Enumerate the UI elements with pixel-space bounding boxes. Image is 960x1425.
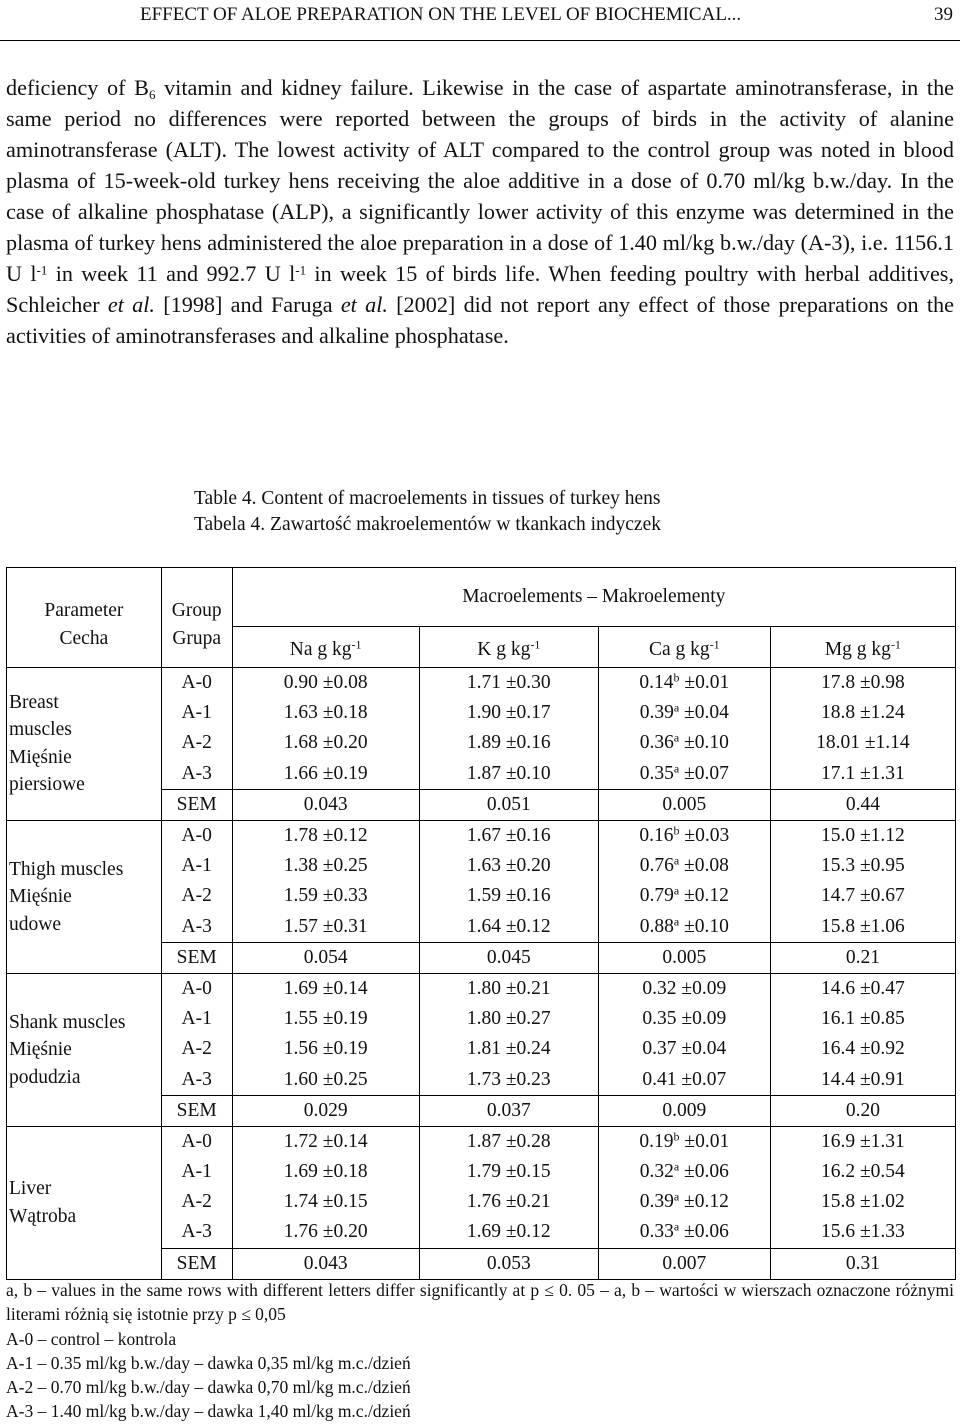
ca-mean: 0.32 xyxy=(639,1161,674,1183)
ca-mean: 0.35 xyxy=(639,762,674,784)
header-na xyxy=(232,627,419,668)
tissue-label xyxy=(7,1126,162,1279)
ca-value-cell xyxy=(598,820,770,851)
ca-sd: ±0.12 xyxy=(679,885,729,907)
sem-na-cell: 0.054 xyxy=(232,942,419,973)
paragraph-text xyxy=(6,72,954,351)
header-k xyxy=(419,627,598,668)
group-cell: A-1 xyxy=(161,1004,232,1034)
k-value-cell: 1.90 ±0.17 xyxy=(419,698,598,728)
superscript: -1 xyxy=(36,262,48,278)
k-value-cell: 1.87 ±0.28 xyxy=(419,1126,598,1157)
table-row xyxy=(7,668,956,699)
ca-sd: ±0.10 xyxy=(679,915,729,937)
group-cell: A-3 xyxy=(161,1217,232,1248)
group-cell: A-1 xyxy=(161,698,232,728)
sem-label: SEM xyxy=(161,942,232,973)
ca-mean: 0.39 xyxy=(639,1191,674,1213)
tissue-label-line: piersiowe xyxy=(9,774,85,796)
mg-value-cell: 14.4 ±0.91 xyxy=(770,1064,955,1095)
mg-value-cell: 17.1 ±1.31 xyxy=(770,759,955,790)
tissue-label-line: Wątroba xyxy=(9,1205,77,1227)
significance-letter: a xyxy=(673,1219,680,1234)
tissue-label-line: udowe xyxy=(9,913,61,935)
na-value-cell: 1.68 ±0.20 xyxy=(232,728,419,758)
ca-sd: ±0.07 xyxy=(679,762,729,784)
running-header xyxy=(0,0,960,41)
na-value-cell: 1.63 ±0.18 xyxy=(232,698,419,728)
mg-value-cell: 15.0 ±1.12 xyxy=(770,820,955,851)
ca-sd: ±0.04 xyxy=(676,1038,727,1060)
ca-sd: ±0.01 xyxy=(679,672,730,694)
significance-letter: a xyxy=(673,853,680,868)
ca-mean: 0.33 xyxy=(639,1221,674,1243)
ca-sd: ±0.03 xyxy=(679,825,730,847)
na-value-cell: 1.69 ±0.18 xyxy=(232,1157,419,1187)
ca-sd: ±0.09 xyxy=(676,977,727,999)
ca-value-cell xyxy=(598,1157,770,1187)
tissue-label-line: Mięśnie xyxy=(9,1039,72,1061)
na-value-cell: 1.72 ±0.14 xyxy=(232,1126,419,1157)
sem-k-cell: 0.045 xyxy=(419,942,598,973)
k-value-cell: 1.89 ±0.16 xyxy=(419,728,598,758)
ca-value-cell xyxy=(598,1004,770,1034)
tissue-label xyxy=(7,973,162,1126)
unit-superscript: -1 xyxy=(530,637,541,652)
text-run: in week 15 of birds life. When feeding poultry with herbal additives, Schleicher xyxy=(6,261,954,317)
ca-value-cell xyxy=(598,728,770,758)
ca-value-cell xyxy=(598,1187,770,1217)
na-value-cell: 1.69 ±0.14 xyxy=(232,973,419,1004)
group-cell: A-0 xyxy=(161,973,232,1004)
mg-value-cell: 18.01 ±1.14 xyxy=(770,728,955,758)
group-cell: A-0 xyxy=(161,1126,232,1157)
superscript: -1 xyxy=(295,262,307,278)
significance-letter: b xyxy=(673,823,680,838)
k-value-cell: 1.80 ±0.27 xyxy=(419,1004,598,1034)
body-paragraph xyxy=(6,72,954,351)
text-run: [2002] did not report any effect of those preparations on the activities of aminotransferases and alkaline phosphatase. xyxy=(6,292,954,348)
k-value-cell: 1.69 ±0.12 xyxy=(419,1217,598,1248)
group-cell: A-0 xyxy=(161,668,232,699)
text-run: in week 11 and 992.7 U l xyxy=(47,261,296,286)
sem-label: SEM xyxy=(161,1095,232,1126)
significance-letter: a xyxy=(673,883,680,898)
header-na-label: Na g kg xyxy=(289,639,352,660)
ca-sd: ±0.07 xyxy=(676,1068,727,1090)
table-header-row xyxy=(7,568,956,627)
ca-value-cell xyxy=(598,759,770,790)
running-header-title: EFFECT OF ALOE PREPARATION ON THE LEVEL OF BIOCHEMICAL... xyxy=(140,4,742,25)
sem-ca-cell: 0.009 xyxy=(598,1095,770,1126)
text-run: deficiency of B xyxy=(6,75,149,100)
na-value-cell: 1.76 ±0.20 xyxy=(232,1217,419,1248)
text-run: [1998] and Faruga xyxy=(154,292,341,317)
subscript: 6 xyxy=(148,86,156,102)
ca-value-cell xyxy=(598,851,770,881)
unit-superscript: -1 xyxy=(351,637,362,652)
header-parameter xyxy=(7,568,162,668)
mg-value-cell: 15.6 ±1.33 xyxy=(770,1217,955,1248)
ca-mean: 0.79 xyxy=(639,885,674,907)
na-value-cell: 1.78 ±0.12 xyxy=(232,820,419,851)
header-parameter-en: Parameter xyxy=(44,599,124,621)
ca-value-cell xyxy=(598,1217,770,1248)
mg-value-cell: 16.9 ±1.31 xyxy=(770,1126,955,1157)
group-cell: A-2 xyxy=(161,881,232,911)
tissue-label-line: Breast xyxy=(9,691,59,713)
ca-mean: 0.16 xyxy=(639,825,674,847)
tissue-label-line: Mięśnie xyxy=(9,746,72,768)
ca-sd: ±0.10 xyxy=(679,732,729,754)
header-parameter-pl: Cecha xyxy=(59,627,109,649)
italic-text: et al. xyxy=(340,292,388,317)
k-value-cell: 1.67 ±0.16 xyxy=(419,820,598,851)
sem-k-cell: 0.051 xyxy=(419,789,598,820)
mg-value-cell: 16.1 ±0.85 xyxy=(770,1004,955,1034)
tissue-label xyxy=(7,668,162,821)
significance-letter: a xyxy=(673,1159,680,1174)
unit-superscript: -1 xyxy=(890,637,901,652)
na-value-cell: 1.60 ±0.25 xyxy=(232,1064,419,1095)
k-value-cell: 1.76 ±0.21 xyxy=(419,1187,598,1217)
significance-letter: b xyxy=(673,1129,680,1144)
na-value-cell: 1.59 ±0.33 xyxy=(232,881,419,911)
group-cell: A-0 xyxy=(161,820,232,851)
tissue-label-line: muscles xyxy=(9,719,72,741)
table-caption-pl: Tabela 4. Zawartość makroelementów w tkankach indyczek xyxy=(194,514,661,535)
unit-superscript: -1 xyxy=(709,637,720,652)
header-ca xyxy=(598,627,770,668)
sem-mg-cell: 0.21 xyxy=(770,942,955,973)
page-number: 39 xyxy=(934,4,953,25)
footnote-a3: A-3 – 1.40 ml/kg b.w./day – dawka 1,40 ml/kg m.c./dzień xyxy=(6,1401,411,1422)
ca-mean: 0.88 xyxy=(639,915,674,937)
k-value-cell: 1.63 ±0.20 xyxy=(419,851,598,881)
sem-mg-cell: 0.44 xyxy=(770,789,955,820)
group-cell: A-3 xyxy=(161,912,232,943)
ca-value-cell xyxy=(598,1064,770,1095)
k-value-cell: 1.59 ±0.16 xyxy=(419,881,598,911)
significance-letter: b xyxy=(673,670,680,685)
k-value-cell: 1.79 ±0.15 xyxy=(419,1157,598,1187)
ca-mean: 0.39 xyxy=(639,702,674,724)
header-ca-label: Ca g kg xyxy=(648,639,710,660)
ca-mean: 0.76 xyxy=(639,855,674,877)
sem-k-cell: 0.037 xyxy=(419,1095,598,1126)
ca-sd: ±0.06 xyxy=(679,1161,729,1183)
k-value-cell: 1.87 ±0.10 xyxy=(419,759,598,790)
text-run: vitamin and kidney failure. Likewise in the case of aspartate aminotransferase, in the same period no differences were reported between the groups of birds in the activity of alanine aminotransferase (ALT). The lowest activity of ALT compared to the control group was noted in blood plasma of 15-week-old turkey hens receiving the aloe additive in a dose of 0.70 ml/kg b.w./day. In the case of alkaline phosphatase (ALP), a significantly lower activity of this enzyme was determined in the plasma of turkey hens administered the aloe preparation in a dose of 1.40 ml/kg b.w./day (A-3), i.e. 1156.1 U l xyxy=(6,75,955,286)
ca-sd: ±0.06 xyxy=(679,1221,729,1243)
mg-value-cell: 14.7 ±0.67 xyxy=(770,881,955,911)
significance-letter: a xyxy=(673,914,680,928)
mg-value-cell: 15.8 ±1.06 xyxy=(770,912,955,943)
group-cell: A-3 xyxy=(161,1064,232,1095)
italic-text: et al. xyxy=(107,292,155,317)
sem-ca-cell: 0.005 xyxy=(598,942,770,973)
na-value-cell: 1.55 ±0.19 xyxy=(232,1004,419,1034)
mg-value-cell: 16.2 ±0.54 xyxy=(770,1157,955,1187)
ca-value-cell xyxy=(598,973,770,1004)
k-value-cell: 1.73 ±0.23 xyxy=(419,1064,598,1095)
ca-mean: 0.14 xyxy=(639,672,674,694)
ca-mean: 0.19 xyxy=(639,1130,674,1152)
sem-na-cell: 0.043 xyxy=(232,789,419,820)
footnote-a0: A-0 – control – kontrola xyxy=(6,1328,177,1349)
header-group-en: Group xyxy=(171,599,222,621)
k-value-cell: 1.80 ±0.21 xyxy=(419,973,598,1004)
ca-mean: 0.35 xyxy=(642,1008,677,1030)
tissue-label-line: Thigh muscles xyxy=(9,858,124,880)
group-cell: A-2 xyxy=(161,1187,232,1217)
na-value-cell: 1.74 ±0.15 xyxy=(232,1187,419,1217)
ca-value-cell xyxy=(598,1034,770,1064)
significance-letter: a xyxy=(673,1189,680,1204)
mg-value-cell: 16.4 ±0.92 xyxy=(770,1034,955,1064)
ca-sd: ±0.01 xyxy=(679,1130,730,1152)
table-caption-en: Table 4. Content of macroelements in tissues of turkey hens xyxy=(194,488,661,509)
significance-letter: a xyxy=(673,730,680,745)
sem-ca-cell: 0.007 xyxy=(598,1248,770,1279)
footnote-a1: A-1 – 0.35 ml/kg b.w./day – dawka 0,35 ml/kg m.c./dzień xyxy=(6,1352,411,1373)
mg-value-cell: 18.8 ±1.24 xyxy=(770,698,955,728)
tissue-label-line: Shank muscles xyxy=(9,1011,126,1033)
tissue-label-line: Liver xyxy=(9,1178,52,1200)
table-footnotes xyxy=(6,1278,954,1424)
mg-value-cell: 17.8 ±0.98 xyxy=(770,668,955,699)
ca-mean: 0.41 xyxy=(642,1068,677,1090)
sem-k-cell: 0.053 xyxy=(419,1248,598,1279)
table-row xyxy=(7,820,956,851)
group-cell: A-2 xyxy=(161,728,232,758)
k-value-cell: 1.64 ±0.12 xyxy=(419,912,598,943)
na-value-cell: 1.57 ±0.31 xyxy=(232,912,419,943)
group-cell: A-1 xyxy=(161,1157,232,1187)
ca-sd: ±0.04 xyxy=(679,702,729,724)
group-cell: A-2 xyxy=(161,1034,232,1064)
table-row xyxy=(7,973,956,1004)
ca-value-cell xyxy=(598,1126,770,1157)
sem-label: SEM xyxy=(161,789,232,820)
sem-mg-cell: 0.31 xyxy=(770,1248,955,1279)
ca-value-cell xyxy=(598,698,770,728)
tissue-label xyxy=(7,820,162,973)
sem-mg-cell: 0.20 xyxy=(770,1095,955,1126)
na-value-cell: 0.90 ±0.08 xyxy=(232,668,419,699)
mg-value-cell: 15.8 ±1.02 xyxy=(770,1187,955,1217)
sem-na-cell: 0.043 xyxy=(232,1248,419,1279)
ca-mean: 0.32 xyxy=(642,977,677,999)
na-value-cell: 1.66 ±0.19 xyxy=(232,759,419,790)
na-value-cell: 1.56 ±0.19 xyxy=(232,1034,419,1064)
sem-label: SEM xyxy=(161,1248,232,1279)
header-mg xyxy=(770,627,955,668)
header-k-label: K g kg xyxy=(477,639,531,660)
tissue-label-line: podudzia xyxy=(9,1066,81,1088)
group-cell: A-1 xyxy=(161,851,232,881)
sem-ca-cell: 0.005 xyxy=(598,789,770,820)
header-group-pl: Grupa xyxy=(172,627,222,649)
mg-value-cell: 14.6 ±0.47 xyxy=(770,973,955,1004)
significance-letter: a xyxy=(673,761,680,776)
macroelements-table xyxy=(6,567,956,1280)
ca-sd: ±0.12 xyxy=(679,1191,729,1213)
ca-mean: 0.37 xyxy=(642,1038,677,1060)
ca-sd: ±0.09 xyxy=(676,1008,727,1030)
sem-na-cell: 0.029 xyxy=(232,1095,419,1126)
tissue-label-line: Mięśnie xyxy=(9,886,72,908)
na-value-cell: 1.38 ±0.25 xyxy=(232,851,419,881)
header-group xyxy=(161,568,232,668)
ca-value-cell xyxy=(598,912,770,943)
group-cell: A-3 xyxy=(161,759,232,790)
header-mg-label: Mg g kg xyxy=(824,639,891,660)
ca-mean: 0.36 xyxy=(639,732,674,754)
significance-letter: a xyxy=(673,700,680,715)
ca-sd: ±0.08 xyxy=(679,855,729,877)
ca-value-cell xyxy=(598,881,770,911)
k-value-cell: 1.81 ±0.24 xyxy=(419,1034,598,1064)
ca-value-cell xyxy=(598,668,770,699)
k-value-cell: 1.71 ±0.30 xyxy=(419,668,598,699)
mg-value-cell: 15.3 ±0.95 xyxy=(770,851,955,881)
table-row xyxy=(7,1126,956,1157)
footnote-a2: A-2 – 0.70 ml/kg b.w./day – dawka 0,70 ml/kg m.c./dzień xyxy=(6,1377,411,1398)
footnote-significance: a, b – values in the same rows with different letters differ significantly at p ≤ 0. 05 – a, b – wartości w wierszach oznaczone różnymi literami różnią się istotnie przy p ≤ 0,05 xyxy=(6,1280,954,1325)
header-macroelements: Macroelements – Makroelementy xyxy=(232,568,955,627)
